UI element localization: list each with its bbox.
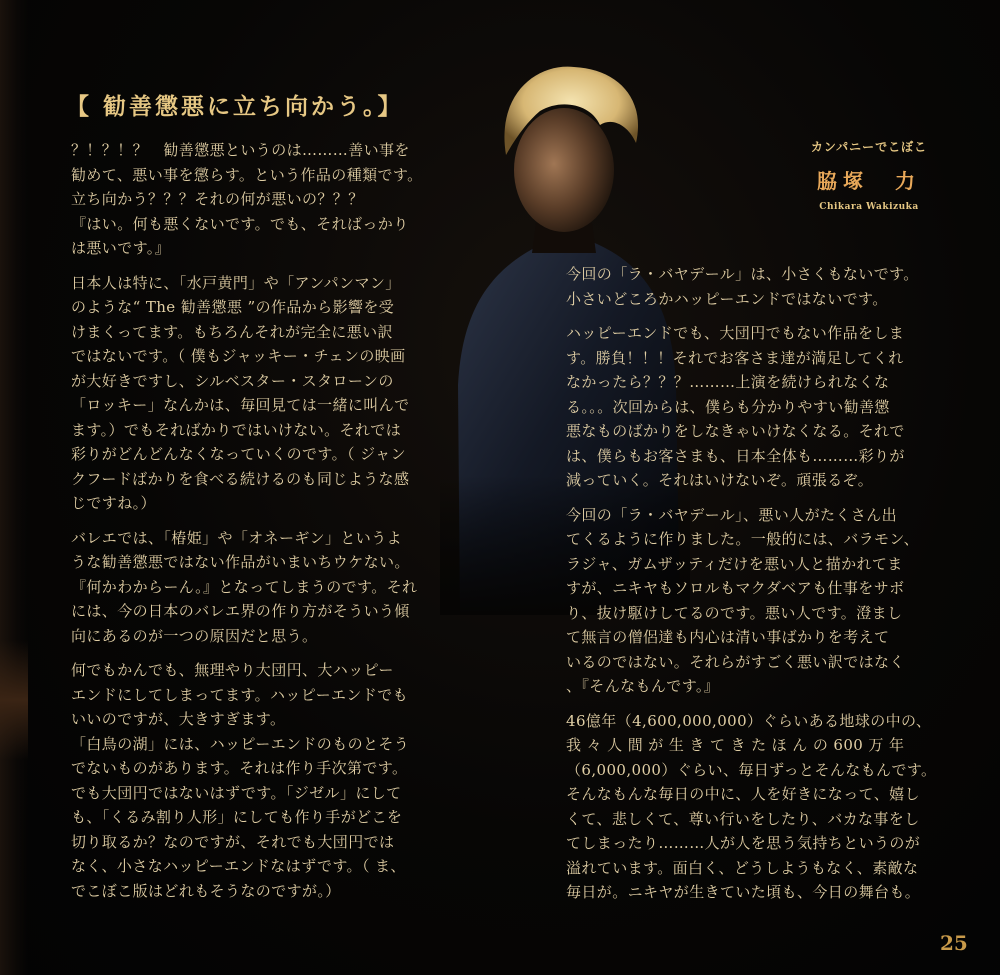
author-credit bbox=[796, 138, 942, 212]
right-column-text bbox=[566, 262, 958, 915]
text-line: 今回の「ラ・バヤデール」は、小さくもないです。 bbox=[566, 265, 919, 283]
text-line: て無言の僧侶達も内心は清い事ばかりを考えて bbox=[566, 628, 890, 646]
text-line: 、『そんなもんです。』 bbox=[566, 677, 720, 695]
text-line: うな勧善懲悪ではない作品がいまいちウケない。 bbox=[71, 553, 410, 571]
text-line: ？！？！？ 勧善懲悪というのは………善い事を bbox=[71, 141, 410, 159]
text-line: けまくってます。もちろんそれが完全に悪い訳 bbox=[71, 322, 393, 341]
text-line: 何でもかんでも、無理やり大団円、大ハッピー bbox=[71, 661, 394, 679]
text-line: 『はい。何も悪くないです。でも、そればっかり bbox=[71, 214, 409, 233]
text-line: くて、悲しくて、尊い行いをしたり、バカな事をし bbox=[566, 809, 920, 828]
text-line: のような“ The 勧善懲悪 ”の作品から影響を受 bbox=[71, 298, 395, 316]
text-line: いるのではない。それらがすごく悪い訳ではなく bbox=[566, 652, 905, 671]
text-line: 向にあるのが一つの原因だと思う。 bbox=[71, 626, 318, 645]
paragraph bbox=[566, 709, 958, 905]
text-line: すが、ニキヤもソロルもマクダベアも仕事をサボ bbox=[566, 579, 905, 597]
text-line: 「ロッキー」なんかは、毎回見ては一緒に叫んで bbox=[71, 396, 410, 414]
text-line: り、抜け駆けしてるのです。悪い人です。澄まし bbox=[566, 603, 903, 622]
text-line: なかったら？？？………上演を続けられなくな bbox=[566, 373, 890, 391]
text-line: ます。）でもそればかりではいけない。それでは bbox=[71, 420, 402, 439]
paragraph bbox=[566, 503, 958, 699]
text-line: そんなもんな毎日の中に、人を好きになって、嬉し bbox=[566, 785, 920, 803]
text-line: 彩りがどんどんなくなっていくのです。（ ジャン bbox=[71, 445, 406, 463]
text-line: 今回の「ラ・バヤデール」、悪い人がたくさん出 bbox=[566, 505, 898, 524]
text-line: には、今の日本のバレエ界の作り方がそういう傾 bbox=[71, 602, 410, 620]
text-line: も、「くるみ割り人形」にしても作り手がどこを bbox=[71, 808, 403, 826]
paragraph bbox=[71, 138, 463, 261]
text-line: でこぼこ版はどれもそうなのですが。） bbox=[71, 881, 341, 900]
text-line: 勧めて、悪い事を懲らす。という作品の種類です。 bbox=[71, 165, 423, 184]
text-line: 46億年（4,600,000,000）ぐらいある地球の中の、 bbox=[566, 711, 932, 730]
text-line: 日本人は特に、「水戸黄門」や「アンパンマン」 bbox=[71, 273, 401, 292]
text-line: す。勝負！！！それでお客さま達が満足してくれ bbox=[566, 348, 904, 367]
text-line: が大好きですし、シルベスター・スタローンの bbox=[71, 371, 394, 390]
text-line: なく、小さなハッピーエンドなはずです。（ ま、 bbox=[71, 857, 406, 875]
text-line: いいのですが、大きすぎます。 bbox=[71, 710, 286, 728]
text-line: 悪なものばかりをしなきゃいけなくなる。それで bbox=[566, 422, 905, 440]
page-title: 【 勧善懲悪に立ち向かう。】 bbox=[66, 93, 404, 120]
paragraph bbox=[71, 271, 463, 516]
company-name: カンパニーでこぼこ bbox=[810, 140, 928, 154]
page-edge bbox=[0, 0, 28, 975]
paragraph bbox=[566, 321, 958, 493]
paragraph bbox=[71, 658, 463, 903]
text-line: ラジャ、ガムザッティだけを悪い人と描かれてま bbox=[566, 554, 903, 573]
text-line: 我 々 人 間 が 生 き て き た ほ ん の 600 万 年 bbox=[566, 736, 905, 754]
text-line: クフードばかりを食べる続けるのも同じような感 bbox=[71, 469, 410, 488]
text-line: 切り取るか？なのですが、それでも大団円では bbox=[71, 832, 395, 851]
text-line: 「白鳥の湖」には、ハッピーエンドのものとそう bbox=[71, 734, 410, 753]
text-line: 毎日が。ニキヤが生きていた頃も、今日の舞台も。 bbox=[566, 883, 921, 901]
text-line: ハッピーエンドでも、大団円でもない作品をしま bbox=[566, 324, 905, 342]
text-line: は、僕らもお客さまも、日本全体も………彩りが bbox=[566, 446, 905, 465]
text-line: （6,000,000）ぐらい、毎日ずっとそんなもんです。 bbox=[566, 760, 937, 779]
text-line: 立ち向かう？？？それの何が悪いの？？？ bbox=[71, 190, 364, 208]
text-line: 小さいどころかハッピーエンドではないです。 bbox=[566, 289, 888, 308]
author-name-romaji: Chikara Wakizuka bbox=[819, 202, 919, 212]
text-line: バレエでは、「椿姫」や「オネーギン」というよ bbox=[71, 528, 403, 547]
text-line: る。。。次回からは、僕らも分かりやすい勧善懲 bbox=[566, 397, 890, 416]
text-line: 減っていく。それはいけないぞ。頑張るぞ。 bbox=[566, 471, 874, 489]
left-column-text bbox=[71, 138, 463, 913]
author-name: 脇塚 力 bbox=[817, 169, 921, 193]
text-line: てしまったり………人が人を思う気持ちというのが bbox=[566, 834, 921, 852]
text-line: は悪いです。』 bbox=[71, 239, 171, 257]
text-line: 溢れています。面白く、どうしようもなく、素敵な bbox=[566, 858, 919, 877]
text-line: エンドにしてしまってます。ハッピーエンドでも bbox=[71, 685, 409, 704]
page-number: 25 bbox=[940, 931, 968, 955]
text-line: じですね。） bbox=[71, 494, 156, 512]
text-line: ではないです。（ 僕もジャッキー・チェンの映画 bbox=[71, 347, 406, 365]
text-line: 『何かわからーん。』となってしまうのです。それ bbox=[71, 577, 418, 596]
text-line: でないものがあります。それは作り手次第です。 bbox=[71, 759, 408, 777]
text-line: でも大団円ではないはずです。「ジゼル」にして bbox=[71, 783, 402, 802]
paragraph bbox=[71, 526, 463, 649]
text-line: てくるように作りました。一般的には、バラモン、 bbox=[566, 530, 920, 548]
paragraph bbox=[566, 262, 958, 311]
edge-glow bbox=[0, 640, 28, 760]
